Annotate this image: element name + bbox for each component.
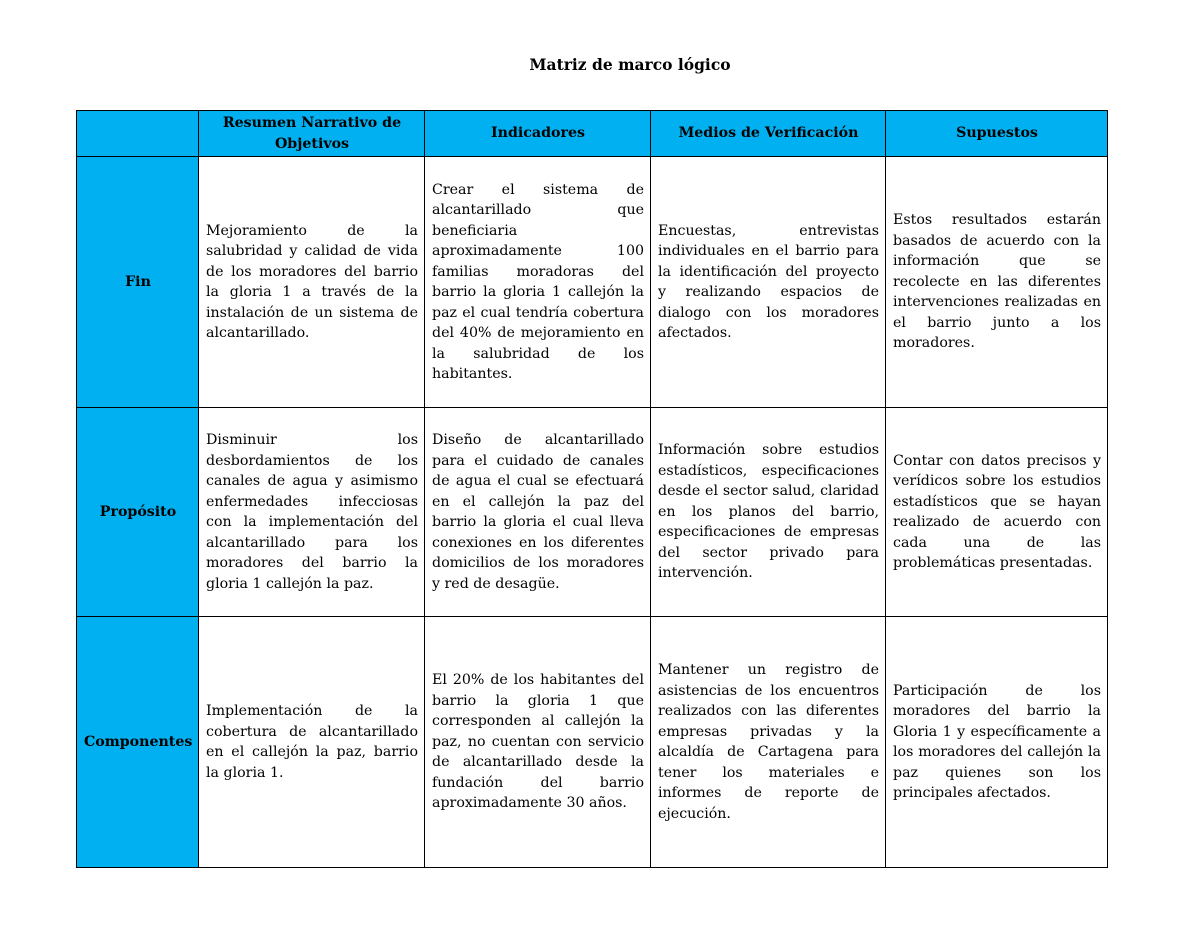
page-title: Matriz de marco lógico bbox=[529, 55, 731, 74]
verification-cell: Encuestas, entrevistas individuales en el barrio para la identificación del proyecto y realizando espacios de dialogo con los moradores afectados. bbox=[651, 157, 886, 408]
verification-cell: Información sobre estudios estadísticos, especificaciones desde el sector salud, claridad en los planos del barrio, especificaciones de empresas del sector privado para intervención. bbox=[651, 408, 886, 617]
header-row bbox=[77, 111, 1108, 157]
narrative-cell: Disminuir los desbordamientos de los canales de agua y asimismo enfermedades infecciosas con la implementación del alcantarillado para los moradores del barrio la gloria 1 callejón la paz. bbox=[199, 408, 425, 617]
table-row bbox=[77, 408, 1108, 617]
header-indicators: Indicadores bbox=[425, 111, 651, 157]
logical-framework-matrix bbox=[76, 110, 1108, 868]
table-row bbox=[77, 157, 1108, 408]
verification-cell: Mantener un registro de asistencias de los encuentros realizados con las diferentes empresas privadas y la alcaldía de Cartagena para tener los materiales e informes de reporte de ejecución. bbox=[651, 617, 886, 868]
assumptions-cell: Estos resultados estarán basados de acuerdo con la información que se recolecte en las diferentes intervenciones realizadas en el barrio junto a los moradores. bbox=[886, 157, 1108, 408]
narrative-cell: Mejoramiento de la salubridad y calidad de vida de los moradores del barrio la gloria 1 a través de la instalación de un sistema de alcantarillado. bbox=[199, 157, 425, 408]
table-row bbox=[77, 617, 1108, 868]
assumptions-cell: Contar con datos precisos y verídicos sobre los estudios estadísticos que se hayan realizado de acuerdo con cada una de las problemáticas presentadas. bbox=[886, 408, 1108, 617]
header-label-cell bbox=[77, 111, 199, 157]
header-assumptions: Supuestos bbox=[886, 111, 1108, 157]
header-verification: Medios de Verificación bbox=[651, 111, 886, 157]
narrative-cell: Implementación de la cobertura de alcantarillado en el callejón la paz, barrio la gloria 1. bbox=[199, 617, 425, 868]
indicators-cell: Diseño de alcantarillado para el cuidado de canales de agua el cual se efectuará en el callejón la paz del barrio la gloria el cual lleva conexiones en los diferentes domicilios de los moradores y red de desagüe. bbox=[425, 408, 651, 617]
row-label-fin: Fin bbox=[77, 157, 199, 408]
indicators-cell: Crear el sistema de alcantarillado que beneficiaria aproximadamente 100 familias moradoras del barrio la gloria 1 callejón la paz el cual tendría cobertura del 40% de mejoramiento en la salubridad de los habitantes. bbox=[425, 157, 651, 408]
header-narrative: Resumen Narrativo de Objetivos bbox=[199, 111, 425, 157]
assumptions-cell: Participación de los moradores del barrio la Gloria 1 y específicamente a los moradores del callejón la paz quienes son los principales afectados. bbox=[886, 617, 1108, 868]
row-label-proposito: Propósito bbox=[77, 408, 199, 617]
indicators-cell: El 20% de los habitantes del barrio la gloria 1 que corresponden al callejón la paz, no cuentan con servicio de alcantarillado desde la fundación del barrio aproximadamente 30 años. bbox=[425, 617, 651, 868]
row-label-componentes: Componentes bbox=[77, 617, 199, 868]
